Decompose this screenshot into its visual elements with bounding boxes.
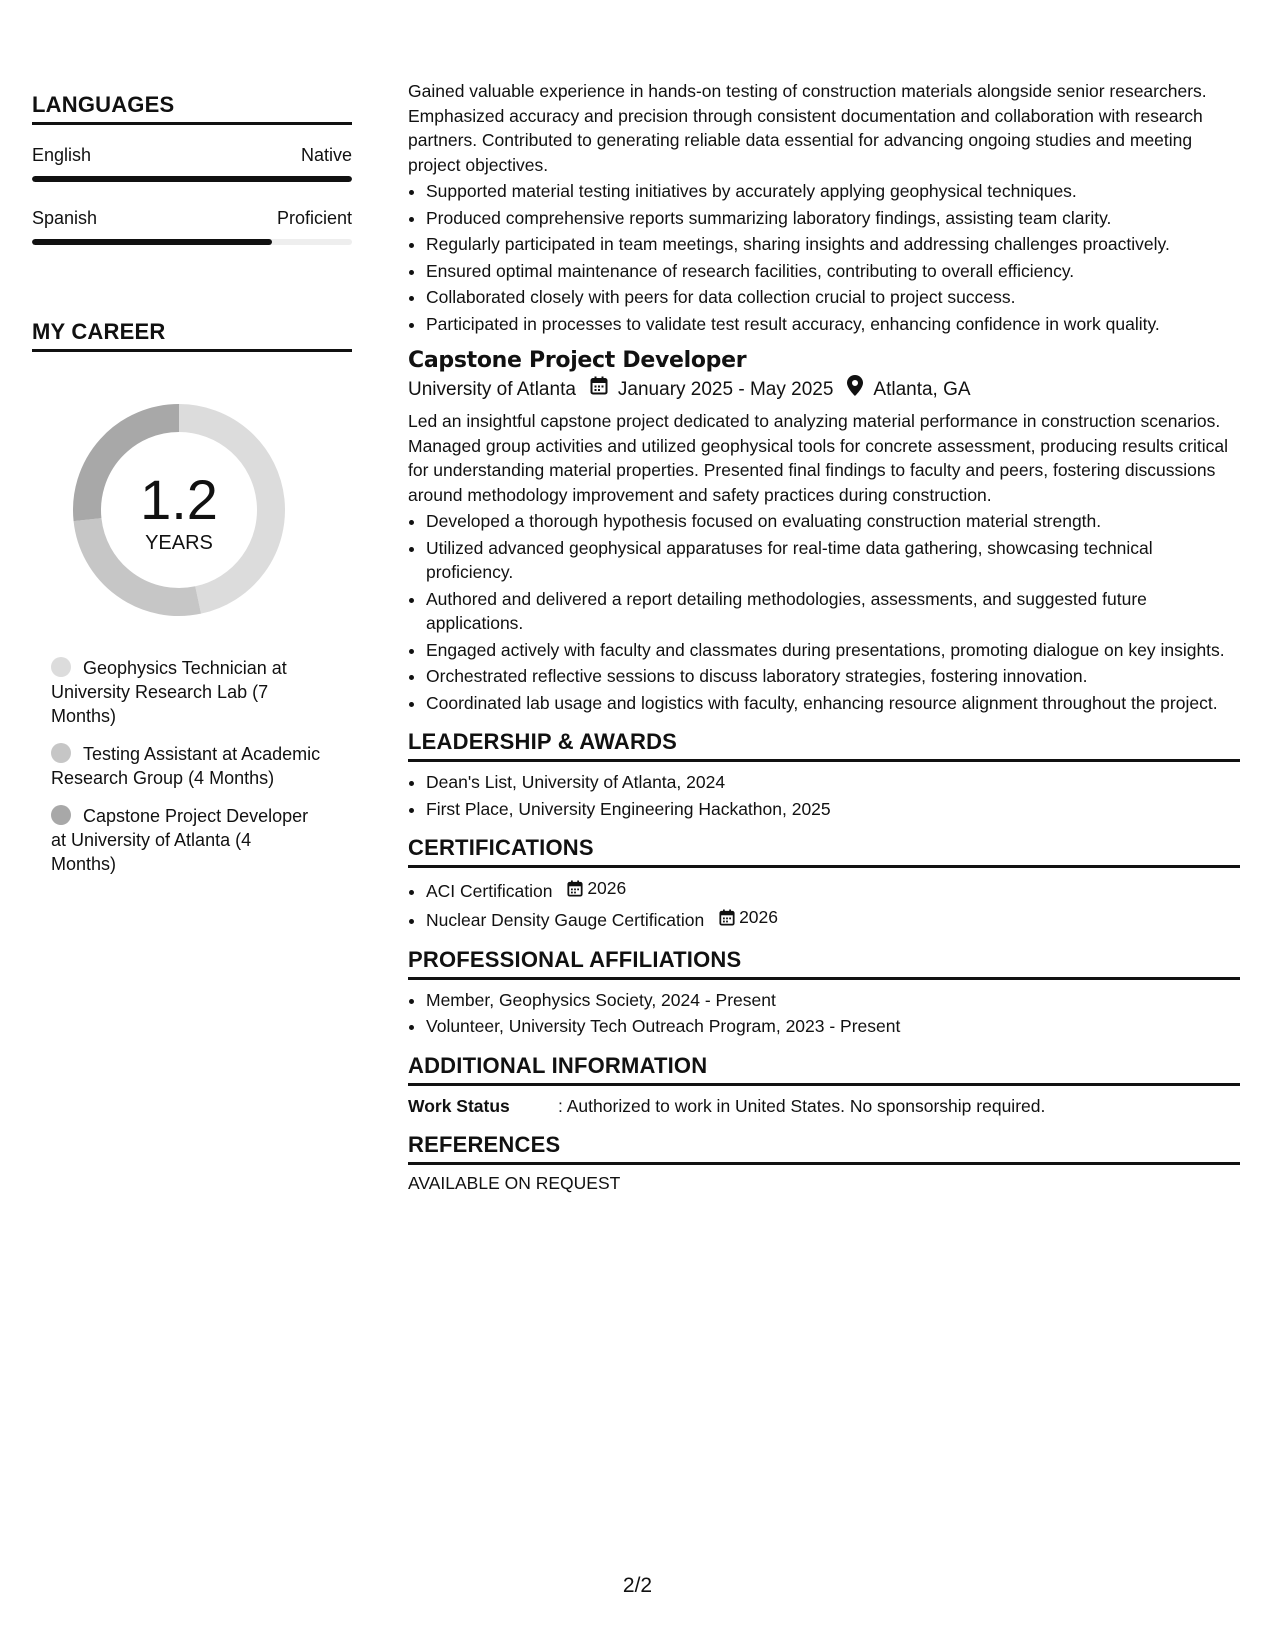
language-level: Proficient (276, 208, 352, 228)
job-bullet: • Coordinated lab usage and logistics with faculty, enhancing resource alignment throughout the project. (426, 691, 1240, 716)
leadership-heading: LEADERSHIP & AWARDS (408, 729, 1240, 762)
career-legend-label: Testing Assistant at Academic Research Group (4 Months) (51, 744, 321, 788)
language-name: Spanish (32, 208, 98, 228)
job-bullets (408, 509, 1240, 715)
certifications-list (408, 876, 1240, 933)
career-total-years: 1.2 (140, 468, 218, 531)
job-bullet: • Authored and delivered a report detailing methodologies, assessments, and suggested future applications. (426, 587, 1240, 636)
languages-heading: LANGUAGES (32, 92, 352, 125)
language-level-fill (32, 176, 352, 182)
work-status-label: Work Status (408, 1095, 510, 1116)
references-heading: REFERENCES (408, 1132, 1240, 1165)
page-number: 2/2 (622, 1574, 653, 1597)
certification-year: 2026 (587, 878, 627, 898)
references-text: AVAILABLE ON REQUEST (408, 1172, 621, 1193)
language-level-bar (32, 176, 352, 182)
career-donut-chart (67, 398, 291, 622)
language-level-bar (32, 239, 352, 245)
language-item (32, 145, 352, 182)
affiliation-item: • Member, Geophysics Society, 2024 - Present (426, 988, 1240, 1013)
career-legend (51, 656, 321, 876)
job-bullet: • Engaged actively with faculty and classmates during presentations, promoting dialogue on key insights. (426, 638, 1240, 663)
legend-dot-icon (51, 805, 71, 825)
career-legend-label: Geophysics Technician at University Research Lab (7 Months) (51, 658, 287, 726)
experience-summary: Gained valuable experience in hands-on testing of construction materials alongside senior researchers. Emphasized accuracy and precision through consistent documentation and collaboration with research partners. Contributed to generating reliable data essential for advancing ongoing studies and meeting project objectives. (408, 81, 1207, 175)
additional-info-heading: ADDITIONAL INFORMATION (408, 1053, 1240, 1086)
experience-bullet: • Ensured optimal maintenance of research facilities, contributing to overall efficiency. (426, 259, 1240, 284)
experience-bullets (408, 179, 1240, 336)
certification-name: ACI Certification (426, 880, 553, 901)
award-item: • First Place, University Engineering Hackathon, 2025 (426, 797, 1240, 822)
language-level-fill (32, 239, 272, 245)
language-level: Native (300, 145, 352, 165)
calendar-icon (719, 909, 735, 926)
affiliation-item: • Volunteer, University Tech Outreach Program, 2023 - Present (426, 1014, 1240, 1039)
certification-year: 2026 (739, 907, 778, 928)
career-section (32, 319, 352, 876)
experience-bullet: • Regularly participated in team meetings, sharing insights and addressing challenges proactively. (426, 232, 1240, 257)
calendar-icon (567, 880, 583, 897)
job-dates: January 2025 - May 2025 (617, 379, 834, 400)
career-total-unit: YEARS (145, 532, 213, 554)
job-organization: University of Atlanta (408, 379, 576, 400)
job-location: Atlanta, GA (873, 379, 971, 400)
experience-bullet: • Supported material testing initiatives by accurately applying geophysical techniques. (426, 179, 1240, 204)
job-bullet: • Utilized advanced geophysical apparatuses for real-time data gathering, showcasing technical proficiency. (426, 536, 1240, 585)
location-pin-icon (847, 375, 863, 405)
calendar-icon (590, 376, 608, 404)
experience-bullet: • Participated in processes to validate test result accuracy, enhancing confidence in work quality. (426, 312, 1240, 337)
certifications-heading: CERTIFICATIONS (408, 835, 1240, 868)
job-summary: Led an insightful capstone project dedicated to analyzing material performance in construction scenarios. Managed group activities and utilized geophysical tools for concrete assessment, producing results critical for understanding material properties. Presented final findings to faculty and peers, fostering discussions around methodology improvement and safety practices during construction. (408, 411, 1229, 505)
job-bullet: • Developed a thorough hypothesis focused on evaluating construction material strength. (426, 509, 1240, 534)
job-title: Capstone Project Developer (408, 348, 747, 373)
certification-item (426, 905, 1240, 932)
language-name: English (32, 145, 92, 165)
career-legend-item (51, 656, 321, 728)
career-legend-item (51, 804, 321, 876)
job-bullet: • Orchestrated reflective sessions to discuss laboratory strategies, fostering innovation. (426, 664, 1240, 689)
work-status-row (408, 1094, 1240, 1118)
career-legend-label: Capstone Project Developer at University of Atlanta (4 Months) (51, 806, 309, 874)
experience-bullet: • Collaborated closely with peers for data collection crucial to project success. (426, 285, 1240, 310)
certification-item (426, 876, 1240, 903)
work-status-value: : Authorized to work in United States. No sponsorship required. (558, 1095, 1046, 1116)
legend-dot-icon (51, 657, 71, 677)
career-heading: MY CAREER (32, 319, 352, 352)
certification-name: Nuclear Density Gauge Certification (426, 910, 705, 930)
experience-bullet: • Produced comprehensive reports summarizing laboratory findings, assisting team clarity. (426, 206, 1240, 231)
legend-dot-icon (51, 743, 71, 763)
career-legend-item (51, 742, 321, 790)
award-item: • Dean's List, University of Atlanta, 2024 (426, 770, 1240, 795)
leadership-list (408, 770, 1240, 821)
affiliations-list (408, 988, 1240, 1039)
main-content (408, 79, 1240, 1194)
sidebar (32, 92, 352, 890)
affiliations-heading: PROFESSIONAL AFFILIATIONS (408, 947, 1240, 980)
job-meta (408, 375, 1240, 405)
language-item (32, 208, 352, 245)
